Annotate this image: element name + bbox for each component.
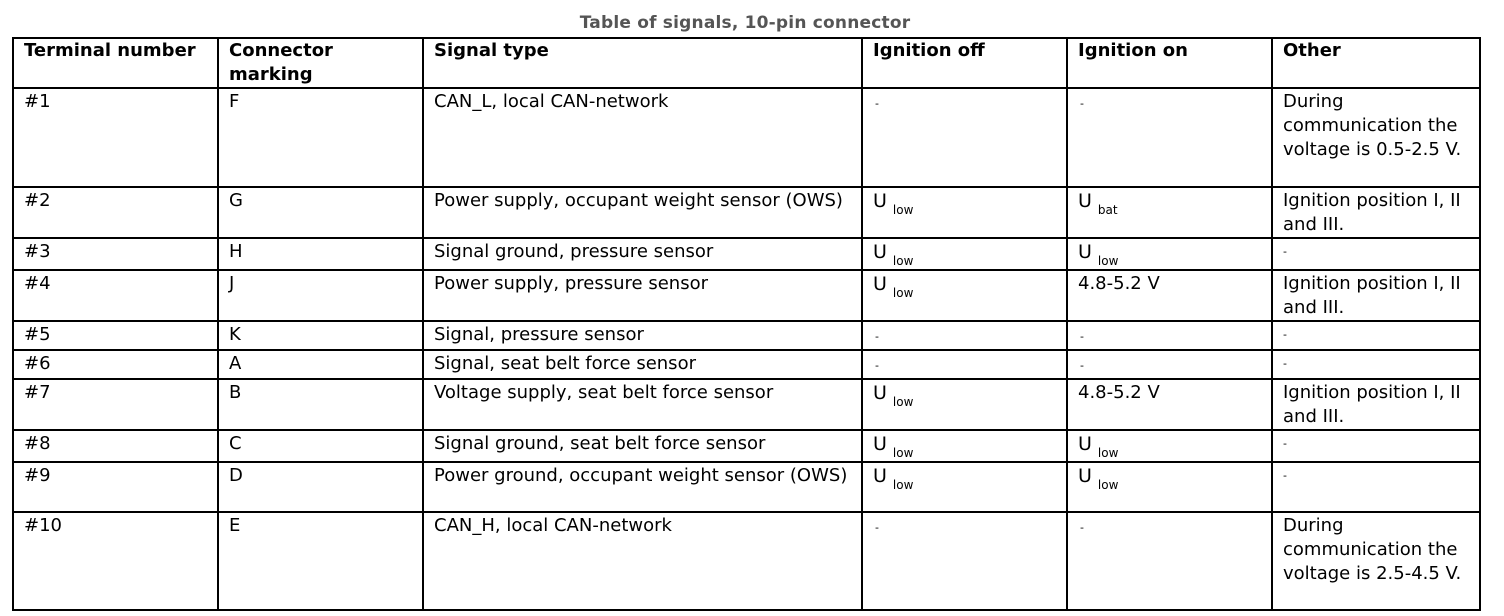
ignition-off-cell: [862, 270, 1067, 321]
other-cell: -: [1272, 238, 1480, 270]
cell-value: -: [1080, 97, 1084, 110]
terminal-number-cell: #1: [13, 88, 218, 187]
voltage-symbol-base: U: [873, 190, 887, 212]
table-row: [13, 321, 1480, 350]
table-title: Table of signals, 10-pin connector: [579, 13, 911, 33]
voltage-symbol-subscript: low: [892, 478, 914, 492]
voltage-symbol-base: U: [1078, 190, 1092, 212]
table-row: [13, 350, 1480, 379]
cell-value: 4.8-5.2 V: [1078, 273, 1160, 294]
voltage-symbol: [1078, 465, 1119, 492]
signal-type-cell: Power supply, pressure sensor: [423, 270, 862, 321]
voltage-symbol-subscript: low: [892, 395, 914, 409]
voltage-symbol: [1078, 241, 1119, 268]
connector-marking-cell: J: [218, 270, 423, 321]
ignition-off-cell: [862, 430, 1067, 462]
ignition-on-cell: [1067, 430, 1272, 462]
terminal-number-cell: #4: [13, 270, 218, 321]
ignition-on-cell: [1067, 187, 1272, 238]
voltage-symbol: [1078, 190, 1118, 217]
ignition-on-cell: [1067, 462, 1272, 512]
voltage-symbol-subscript: low: [892, 286, 914, 300]
header-signal-type: Signal type: [423, 38, 862, 88]
other-cell: During communication the voltage is 2.5-4.5 V.: [1272, 512, 1480, 610]
voltage-symbol-base: U: [1078, 465, 1092, 487]
signal-type-cell: CAN_L, local CAN-network: [423, 88, 862, 187]
terminal-number-cell: #3: [13, 238, 218, 270]
table-row: [13, 512, 1480, 610]
signal-type-cell: Signal ground, pressure sensor: [423, 238, 862, 270]
cell-value: -: [1080, 330, 1084, 343]
voltage-symbol: [873, 273, 914, 300]
ignition-on-cell: [1067, 88, 1272, 187]
ignition-off-cell: [862, 88, 1067, 187]
ignition-off-cell: [862, 321, 1067, 350]
voltage-symbol-base: U: [1078, 241, 1092, 263]
ignition-on-cell: [1067, 512, 1272, 610]
signal-table: [12, 37, 1481, 611]
voltage-symbol-base: U: [873, 241, 887, 263]
signal-type-cell: Signal, seat belt force sensor: [423, 350, 862, 379]
header-row: [13, 38, 1480, 88]
cell-value: -: [875, 97, 879, 110]
table-body: [13, 88, 1480, 610]
header-ignition-off: Ignition off: [862, 38, 1067, 88]
connector-marking-cell: K: [218, 321, 423, 350]
other-cell: Ignition position I, II and III.: [1272, 187, 1480, 238]
ignition-off-cell: [862, 379, 1067, 430]
table-row: [13, 430, 1480, 462]
voltage-symbol-subscript: low: [1097, 254, 1119, 268]
ignition-on-cell: [1067, 321, 1272, 350]
other-cell: During communication the voltage is 0.5-2.5 V.: [1272, 88, 1480, 187]
cell-value: -: [875, 521, 879, 534]
voltage-symbol-base: U: [873, 273, 887, 295]
other-cell: -: [1272, 462, 1480, 512]
terminal-number-cell: #5: [13, 321, 218, 350]
header-terminal-number: Terminal number: [13, 38, 218, 88]
table-row: [13, 88, 1480, 187]
connector-marking-cell: A: [218, 350, 423, 379]
voltage-symbol: [1078, 433, 1119, 460]
terminal-number-cell: #10: [13, 512, 218, 610]
connector-marking-cell: H: [218, 238, 423, 270]
other-cell: Ignition position I, II and III.: [1272, 270, 1480, 321]
ignition-off-cell: [862, 238, 1067, 270]
ignition-on-cell: [1067, 350, 1272, 379]
other-cell: -: [1272, 321, 1480, 350]
terminal-number-cell: #7: [13, 379, 218, 430]
voltage-symbol-subscript: low: [1097, 478, 1119, 492]
table-row: [13, 270, 1480, 321]
voltage-symbol: [873, 190, 914, 217]
signal-type-cell: Power supply, occupant weight sensor (OWS): [423, 187, 862, 238]
cell-value: -: [875, 330, 879, 343]
voltage-symbol-base: U: [873, 433, 887, 455]
signal-type-cell: Power ground, occupant weight sensor (OWS): [423, 462, 862, 512]
voltage-symbol-base: U: [873, 382, 887, 404]
ignition-on-cell: [1067, 238, 1272, 270]
cell-value: -: [1080, 359, 1084, 372]
connector-marking-cell: B: [218, 379, 423, 430]
connector-marking-cell: C: [218, 430, 423, 462]
voltage-symbol-base: U: [1078, 433, 1092, 455]
voltage-symbol: [873, 465, 914, 492]
voltage-symbol: [873, 433, 914, 460]
connector-marking-cell: D: [218, 462, 423, 512]
ignition-on-cell: [1067, 379, 1272, 430]
voltage-symbol: [873, 382, 914, 409]
terminal-number-cell: #8: [13, 430, 218, 462]
ignition-on-cell: [1067, 270, 1272, 321]
ignition-off-cell: [862, 462, 1067, 512]
header-connector-marking: Connector marking: [218, 38, 423, 88]
signal-type-cell: Voltage supply, seat belt force sensor: [423, 379, 862, 430]
voltage-symbol-base: U: [873, 465, 887, 487]
ignition-off-cell: [862, 187, 1067, 238]
table-row: [13, 462, 1480, 512]
voltage-symbol-subscript: low: [1097, 446, 1119, 460]
header-other: Other: [1272, 38, 1480, 88]
table-row: [13, 238, 1480, 270]
connector-marking-cell: F: [218, 88, 423, 187]
other-cell: -: [1272, 350, 1480, 379]
connector-marking-cell: E: [218, 512, 423, 610]
other-cell: -: [1272, 430, 1480, 462]
connector-marking-cell: G: [218, 187, 423, 238]
other-cell: Ignition position I, II and III.: [1272, 379, 1480, 430]
terminal-number-cell: #6: [13, 350, 218, 379]
terminal-number-cell: #2: [13, 187, 218, 238]
signal-type-cell: Signal ground, seat belt force sensor: [423, 430, 862, 462]
terminal-number-cell: #9: [13, 462, 218, 512]
cell-value: 4.8-5.2 V: [1078, 382, 1160, 403]
signal-type-cell: Signal, pressure sensor: [423, 321, 862, 350]
cell-value: -: [875, 359, 879, 372]
header-ignition-on: Ignition on: [1067, 38, 1272, 88]
voltage-symbol: [873, 241, 914, 268]
voltage-symbol-subscript: bat: [1097, 203, 1118, 217]
ignition-off-cell: [862, 350, 1067, 379]
table-row: [13, 379, 1480, 430]
signal-type-cell: CAN_H, local CAN-network: [423, 512, 862, 610]
voltage-symbol-subscript: low: [892, 254, 914, 268]
table-row: [13, 187, 1480, 238]
cell-value: -: [1080, 521, 1084, 534]
voltage-symbol-subscript: low: [892, 203, 914, 217]
ignition-off-cell: [862, 512, 1067, 610]
voltage-symbol-subscript: low: [892, 446, 914, 460]
